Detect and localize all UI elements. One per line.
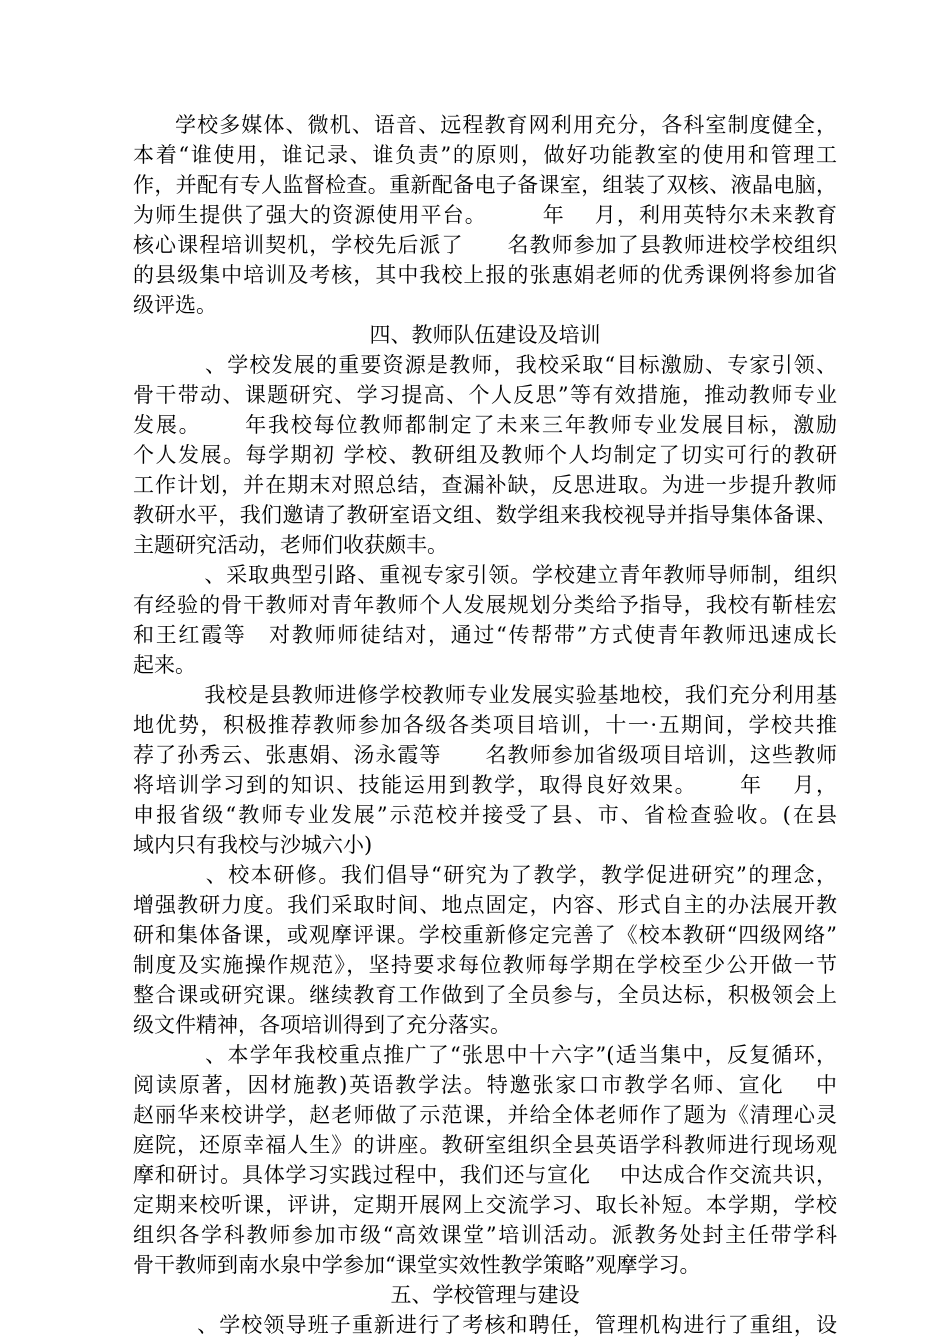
paragraph-line: 将培训学习到的知识、技能运用到教学，取得良好效果。 年 月， (133, 773, 837, 797)
paragraph-line: 有经验的骨干教师对青年教师个人发展规划分类给予指导，我校有靳桂宏 (133, 593, 837, 617)
paragraph-line: 整合课或研究课。继续教育工作做到了全员参与，全员达标，积极领会上 (133, 983, 837, 1007)
paragraph-line: 工作计划，并在期末对照总结，查漏补缺，反思进取。为进一步提升教师 (133, 473, 837, 497)
paragraph-line: 学校多媒体、微机、语音、远程教育网利用充分，各科室制度健全， (175, 113, 837, 137)
paragraph-line: 定期来校听课，评讲，定期开展网上交流学习、取长补短。本学期，学校 (133, 1193, 837, 1217)
paragraph-line: 核心课程培训契机，学校先后派了 名教师参加了县教师进校学校组织 (133, 233, 837, 257)
paragraph-line: 增强教研力度。我们采取时间、地点固定，内容、形式自主的办法展开教 (133, 893, 837, 917)
paragraph-line: 主题研究活动，老师们收获颇丰。 (133, 533, 448, 557)
paragraph-line: 起来。 (133, 653, 196, 677)
paragraph-line: 骨干带动、课题研究、学习提高、个人反思”等有效措施，推动教师专业 (133, 383, 837, 407)
paragraph-line: 级评选。 (133, 293, 217, 317)
paragraph-line: 、采取典型引路、重视专家引领。学校建立青年教师导师制，组织 (175, 563, 837, 587)
paragraph-line: 教研水平，我们邀请了教研室语文组、数学组来我校视导并指导集体备课、 (133, 503, 837, 527)
paragraph-line: 和王红霞等 对教师师徒结对，通过“传帮带”方式使青年教师迅速成长 (133, 623, 837, 647)
paragraph-line: 地优势，积极推荐教师参加各级各类项目培训，十一·五期间，学校共推 (133, 713, 837, 737)
paragraph-line: 、校本研修。我们倡导“研究为了教学，教学促进研究”的理念， (175, 863, 837, 887)
section-heading: 四、教师队伍建设及培训 (369, 323, 601, 347)
paragraph-line: 申报省级“教师专业发展”示范校并接受了县、市、省检查验收。(在县 (133, 803, 837, 827)
paragraph-line: 发展。 年我校每位教师都制定了未来三年教师专业发展目标，激励 (133, 413, 837, 437)
paragraph-line: 本着“谁使用，谁记录、谁负责”的原则，做好功能教室的使用和管理工 (133, 143, 837, 167)
paragraph-line: 作，并配有专人监督检查。重新配备电子备课室，组装了双核、液晶电脑， (133, 173, 837, 197)
paragraph-line: 的县级集中培训及考核，其中我校上报的张惠娟老师的优秀课例将参加省 (133, 263, 837, 287)
paragraph-line: 、本学年我校重点推广了“张思中十六字”(适当集中，反复循环， (175, 1043, 837, 1067)
paragraph-line: 庭院，还原幸福人生》的讲座。教研室组织全县英语学科教师进行现场观 (133, 1133, 837, 1157)
paragraph-line: 为师生提供了强大的资源使用平台。 年 月，利用英特尔未来教育 (133, 203, 837, 227)
paragraph-line: 制度及实施操作规范》，坚持要求每位教师每学期在学校至少公开做一节 (133, 953, 837, 977)
paragraph-line: 我校是县教师进修学校教师专业发展实验基地校，我们充分利用基 (175, 683, 837, 707)
paragraph-line: 荐了孙秀云、张惠娟、汤永霞等 名教师参加省级项目培训，这些教师 (133, 743, 837, 767)
paragraph-line: 摩和研讨。具体学习实践过程中，我们还与宣化 中达成合作交流共识， (133, 1163, 837, 1187)
paragraph-line: 级文件精神，各项培训得到了充分落实。 (133, 1013, 511, 1037)
paragraph-line: 、学校领导班子重新进行了考核和聘任，管理机构进行了重组，设 (175, 1313, 837, 1337)
paragraph-line: 研和集体备课，或观摩评课。学校重新修定完善了《校本教研“四级网络” (133, 923, 837, 947)
paragraph-line: 组织各学科教师参加市级“高效课堂”培训活动。派教务处封主任带学科 (133, 1223, 837, 1247)
paragraph-line: 个人发展。每学期初 学校、教研组及教师个人均制定了切实可行的教研 (133, 443, 837, 467)
paragraph-line: 、学校发展的重要资源是教师，我校采取“目标激励、专家引领、 (175, 353, 837, 377)
section-heading: 五、学校管理与建设 (390, 1283, 580, 1307)
paragraph-line: 骨干教师到南水泉中学参加“课堂实效性教学策略”观摩学习。 (133, 1253, 701, 1277)
paragraph-line: 域内只有我校与沙城六小) (133, 833, 373, 857)
paragraph-line: 赵丽华来校讲学，赵老师做了示范课，并给全体老师作了题为《清理心灵 (133, 1103, 837, 1127)
paragraph-line: 阅读原著，因材施教)英语教学法。特邀张家口市教学名师、宣化 中 (133, 1073, 837, 1097)
